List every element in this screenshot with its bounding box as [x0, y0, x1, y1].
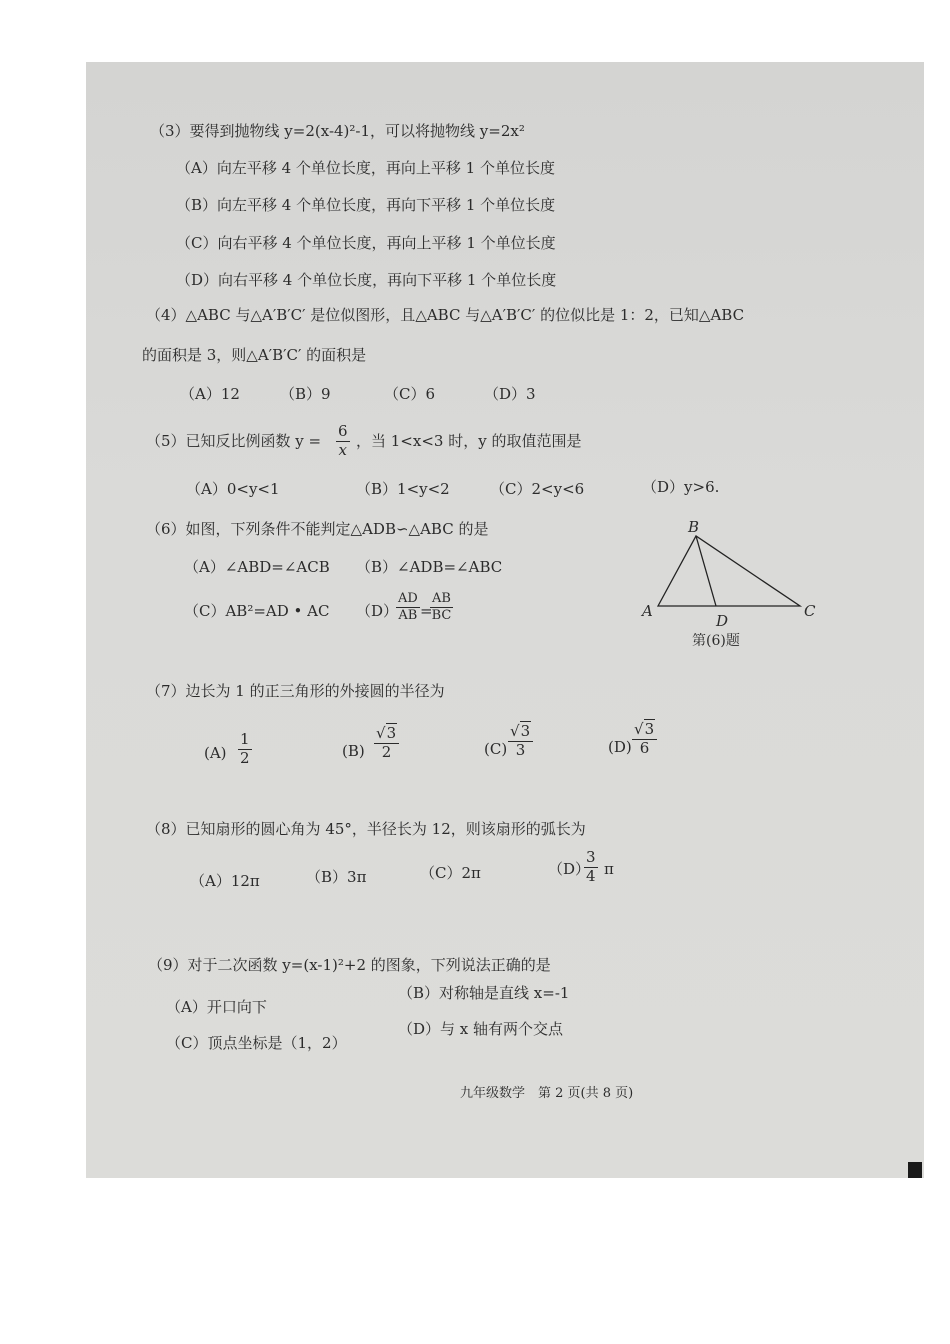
q7-option-b-denominator: 2 — [381, 742, 392, 761]
q7-option-d-denominator: 6 — [639, 738, 650, 757]
q4-stem-line1: （4）△ABC 与△A′B′C′ 是位似图形，且△ABC 与△A′B′C′ 的位似比是 1：2，已知△ABC — [146, 306, 745, 324]
triangle-abc — [658, 536, 800, 606]
q7-option-b-numerator: √3 — [374, 726, 399, 744]
q5-option-d: （D）y>6. — [642, 478, 720, 496]
q7-option-a-label: (A) — [204, 744, 227, 762]
q5-fraction — [336, 424, 350, 459]
q9-option-d: （D）与 x 轴有两个交点 — [398, 1020, 564, 1038]
q9-option-a: （A）开口向下 — [166, 998, 267, 1016]
q6-option-b: （B）∠ADB=∠ABC — [356, 558, 503, 576]
q5-stem-prefix: （5）已知反比例函数 y = — [146, 432, 322, 450]
q6-option-c: （C）AB²=AD • AC — [184, 602, 330, 620]
q5-stem-suffix: ，当 1<x<3 时，y 的取值范围是 — [356, 432, 582, 450]
figure-caption: 第(6)题 — [692, 633, 740, 649]
q4-option-d: （D）3 — [484, 385, 536, 403]
q6-option-d-fraction-left-numerator: AD — [398, 591, 418, 606]
q8-option-c: （C）2π — [420, 864, 481, 882]
q8-option-d-label: （D） — [548, 860, 591, 878]
q8-option-a: （A）12π — [190, 872, 260, 890]
q8-option-b: （B）3π — [306, 868, 367, 886]
q6-option-a: （A）∠ABD=∠ACB — [184, 558, 330, 576]
q7-option-c-numerator: √3 — [508, 724, 533, 742]
q6-option-d-fraction-right-numerator: AB — [432, 591, 451, 606]
q9-option-c: （C）顶点坐标是（1，2） — [166, 1034, 347, 1052]
q9-stem: （9）对于二次函数 y=(x-1)²+2 的图象，下列说法正确的是 — [148, 956, 551, 974]
q6-triangle-figure — [636, 516, 826, 656]
q6-option-d-fraction-right — [430, 592, 453, 622]
q9-option-b: （B）对称轴是直线 x=-1 — [398, 984, 570, 1002]
q5-option-c: （C）2<y<6 — [490, 480, 585, 498]
q6-option-d-fraction-left — [396, 592, 420, 622]
segment-bd — [696, 536, 716, 606]
q8-option-d-fraction — [584, 850, 598, 885]
q3-option-a: （A）向左平移 4 个单位长度，再向上平移 1 个单位长度 — [176, 159, 555, 177]
q6-option-d-equals: = — [420, 602, 433, 620]
q5-fraction-denominator: x — [338, 440, 347, 459]
q5-fraction-numerator: 6 — [338, 422, 348, 440]
q6-triangle-diagram — [636, 516, 826, 626]
q7-option-a-numerator: 1 — [240, 730, 250, 748]
q7-option-b-label: (B) — [342, 742, 365, 760]
q7-option-c-denominator: 3 — [515, 740, 526, 759]
q7-option-d-numerator: √3 — [632, 722, 657, 740]
q7-option-d-label: (D) — [608, 738, 632, 756]
q7-option-a-fraction — [238, 732, 252, 767]
q4-option-a: （A）12 — [180, 385, 240, 403]
vertex-label-d: D — [716, 612, 729, 630]
vertex-label-b: B — [688, 518, 700, 536]
q7-option-b-fraction — [374, 726, 399, 761]
q6-option-d-label: （D） — [356, 602, 399, 620]
q7-stem: （7）边长为 1 的正三角形的外接圆的半径为 — [146, 682, 445, 700]
q5-option-a: （A）0<y<1 — [186, 480, 280, 498]
scan-edge-mark — [908, 1162, 922, 1178]
q5-option-b: （B）1<y<2 — [356, 480, 450, 498]
q4-option-c: （C）6 — [384, 385, 436, 403]
q4-stem-line2: 的面积是 3，则△A′B′C′ 的面积是 — [142, 346, 367, 364]
page-footer: 九年级数学 第 2 页(共 8 页) — [460, 1086, 634, 1101]
q7-option-d-fraction — [632, 722, 657, 757]
q6-stem: （6）如图，下列条件不能判定△ADB∽△ABC 的是 — [146, 520, 489, 538]
q3-option-b: （B）向左平移 4 个单位长度，再向下平移 1 个单位长度 — [176, 196, 556, 214]
q8-option-d-denominator: 4 — [586, 866, 596, 885]
q6-option-d-fraction-right-denominator: BC — [431, 607, 452, 623]
q7-option-c-label: (C) — [484, 740, 508, 758]
q3-option-d: （D）向右平移 4 个单位长度，再向下平移 1 个单位长度 — [176, 271, 557, 289]
vertex-label-c: C — [804, 602, 816, 620]
q4-option-b: （B）9 — [280, 385, 331, 403]
q8-option-d-numerator: 3 — [586, 848, 596, 866]
q7-option-a-denominator: 2 — [240, 748, 250, 767]
q3-stem: （3）要得到抛物线 y=2(x-4)²-1，可以将抛物线 y=2x² — [150, 122, 525, 140]
q7-option-c-fraction — [508, 724, 533, 759]
q8-option-d-pi: π — [604, 860, 614, 878]
vertex-label-a: A — [642, 602, 653, 620]
q3-option-c: （C）向右平移 4 个单位长度，再向上平移 1 个单位长度 — [176, 234, 556, 252]
q8-stem: （8）已知扇形的圆心角为 45°，半径长为 12，则该扇形的弧长为 — [146, 820, 586, 838]
q6-option-d-fraction-left-denominator: AB — [398, 607, 418, 623]
